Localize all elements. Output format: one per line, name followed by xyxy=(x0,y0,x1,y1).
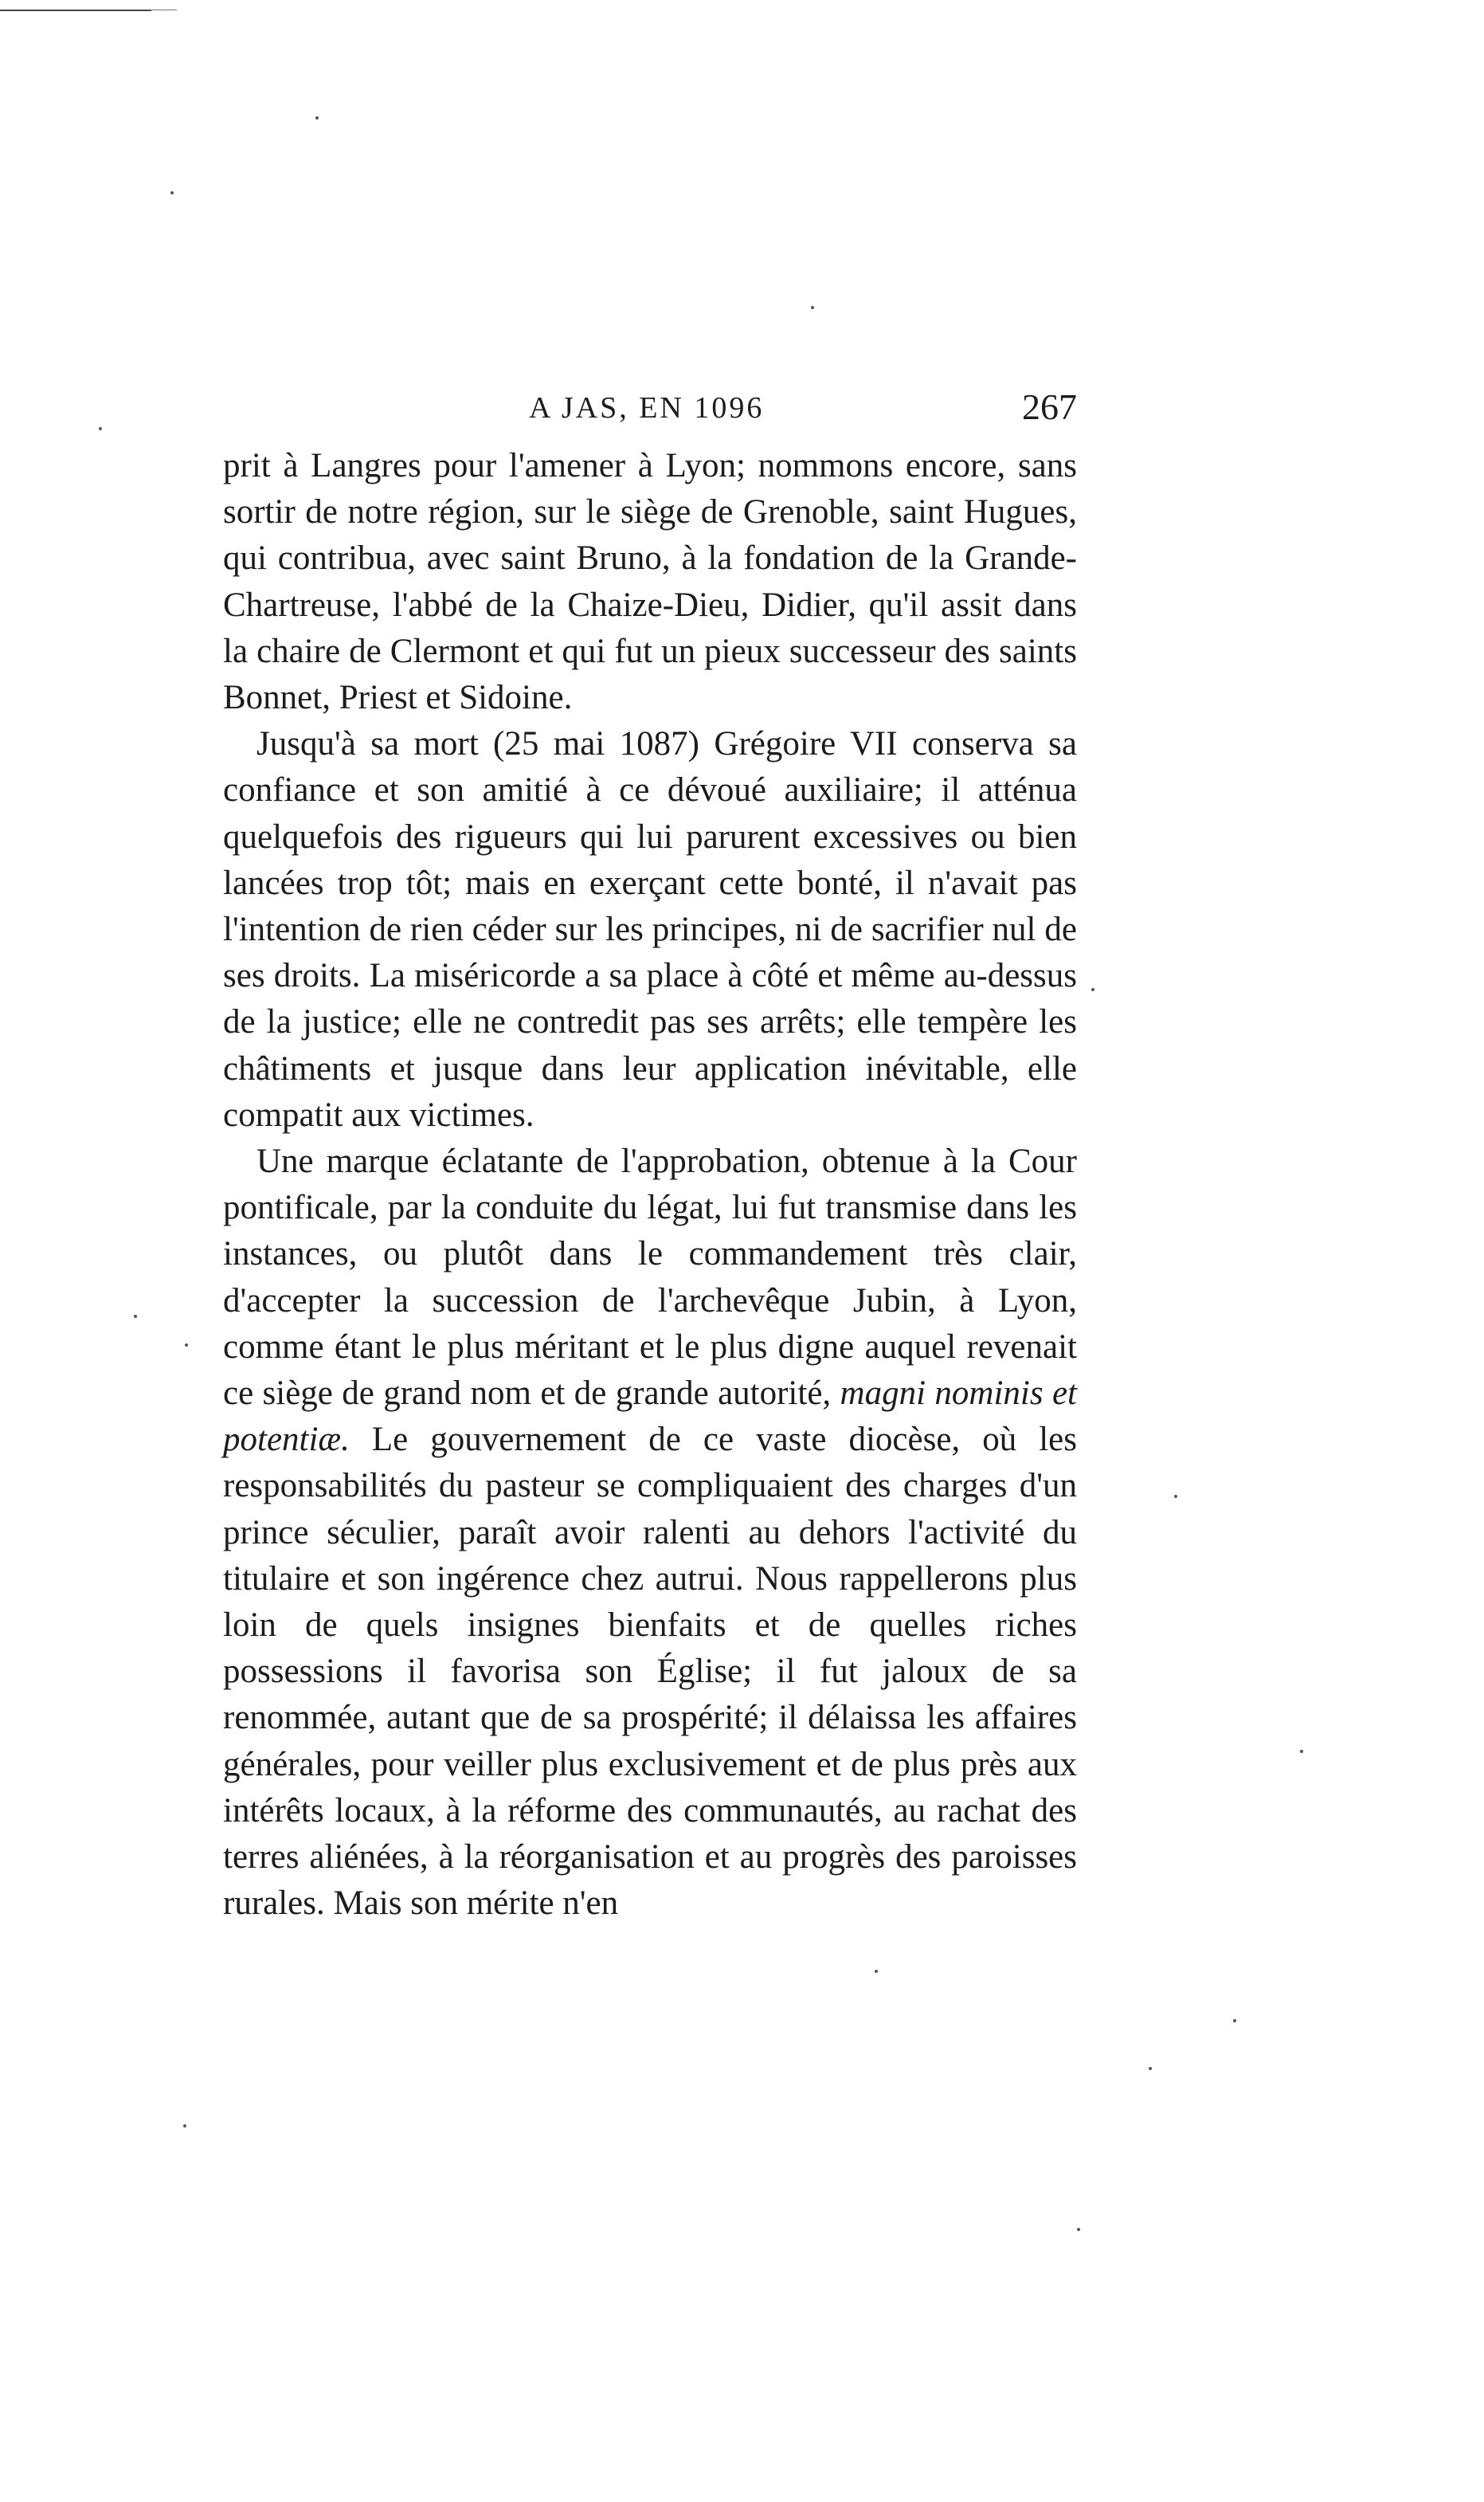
paragraph-1: prit à Langres pour l'amener à Lyon; nommons encore, sans sortir de notre région, sur le siège de Grenoble, saint Hugues, qui contribua, avec saint Bruno, à la fondation de la Grande-Chartreuse, l'abbé de la Chaize-Dieu, Didier, qu'il assit dans la chaire de Clermont et qui fut un pieux successeur des saints Bonnet, Priest et Sidoine. xyxy=(223,447,1077,717)
scan-speck xyxy=(1233,2019,1236,2022)
scan-speck xyxy=(1091,988,1094,991)
scan-speck xyxy=(811,306,814,309)
scan-speck xyxy=(170,191,174,194)
page-header xyxy=(223,382,1077,430)
scan-speck xyxy=(134,1315,137,1318)
latin-phrase: magni nominis et potentiæ. xyxy=(223,1375,1077,1459)
body-text xyxy=(223,443,1077,1927)
page-number: 267 xyxy=(1022,386,1077,427)
running-title: A JAS, EN 1096 xyxy=(529,391,765,425)
scan-speck xyxy=(99,427,102,430)
scan-speck xyxy=(875,1970,878,1973)
paragraph-3-text-start: Une marque éclatante de l'approbation, obtenue à la Cour pontificale, par la conduite du légat, lui fut transmise dans les instances, ou plutôt dans le commandement très clair, d'accepter la succession de l'archevêque Jubin, à Lyon, comme étant le plus méritant et le plus digne auquel revenait ce siège de grand nom et de grande autorité, xyxy=(223,1143,1077,1413)
paragraph-2: Jusqu'à sa mort (25 mai 1087) Grégoire VII conserva sa confiance et son amitié à ce dévoué auxiliaire; il atténua quelquefois des rigueurs qui lui parurent excessives ou bien lancées trop tôt; mais en exerçant cette bonté, il n'avait pas l'intention de rien céder sur les principes, ni de sacrifier nul de ses droits. La miséricorde a sa place à côté et même au-dessus de la justice; elle ne contredit pas ses arrêts; elle tempère les châtiments et jusque dans leur application inévitable, elle compatit aux victimes. xyxy=(223,725,1077,1134)
top-edge-rule xyxy=(0,10,151,11)
scan-speck xyxy=(1077,2228,1080,2231)
scan-speck xyxy=(1300,1750,1303,1753)
scan-speck xyxy=(185,1343,188,1347)
scan-speck xyxy=(183,2124,186,2127)
scan-speck xyxy=(315,116,319,120)
scan-speck xyxy=(1174,1495,1177,1498)
scan-speck xyxy=(1149,2067,1152,2070)
paragraph-3-text-end: Le gouvernement de ce vaste diocèse, où les responsabilités du pasteur se compliquaient des charges d'un prince séculier, paraît avoir ralenti au dehors l'activité du titulaire et son ingérence chez autrui. Nous rappellerons plus loin de quels insignes bienfaits et de quelles riches possessions il favorisa son Église; il fut jaloux de sa renommée, autant que de sa prospérité; il délaissa les affaires générales, pour veiller plus exclusivement et de plus près aux intérêts locaux, à la réforme des communautés, au rachat des terres aliénées, à la réorganisation et au progrès des paroisses rurales. Mais son mérite n'en xyxy=(223,1421,1077,1923)
paragraph-3 xyxy=(223,1139,1077,1927)
